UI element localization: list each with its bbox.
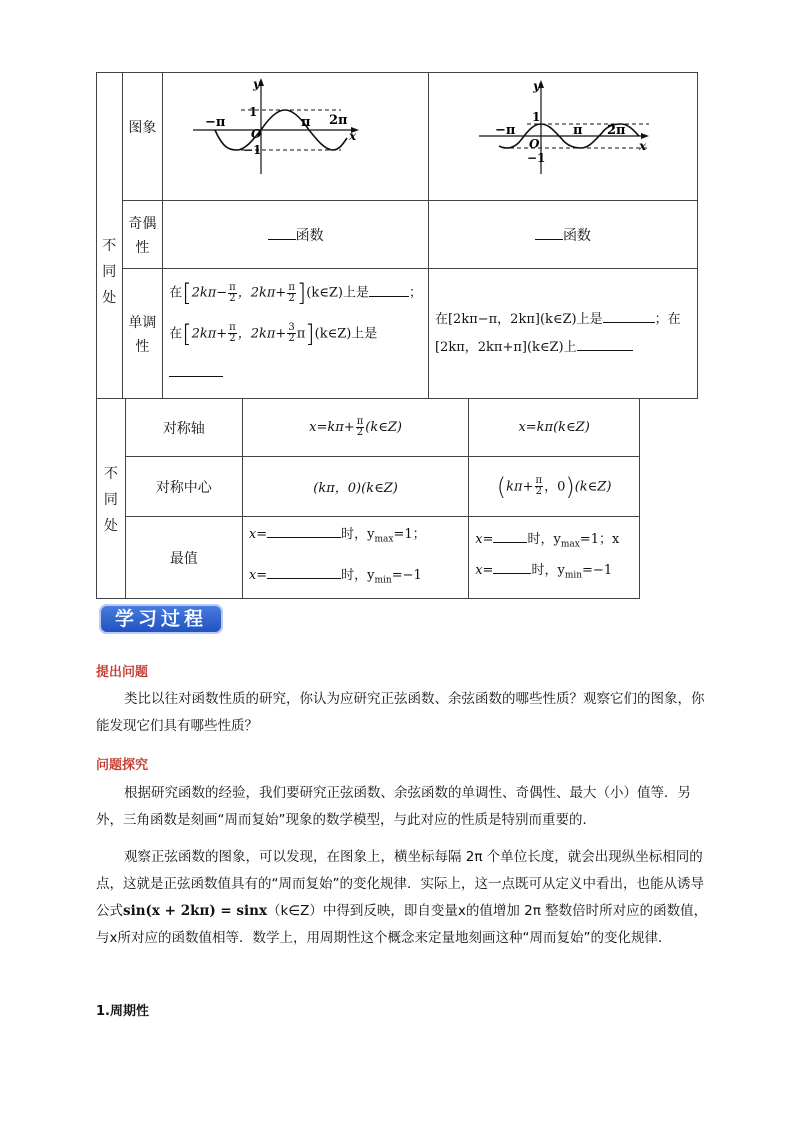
section-title-periodicity: 1.周期性 [96,1004,149,1019]
row-label-graph: 图象 [122,73,163,201]
sin-extreme-cell: x= 时，$y_{max}=1$； x= 时，$y_{min}=-1$ [242,517,468,599]
svg-text:x: x [638,138,647,153]
sin-monotonic-cell: 在[2kπ− $\frac{\pi}{2}$ ，2kπ+ $\frac{\pi}{2}$ ](k∈Z)上是 ； 在[2kπ+ $\frac{\pi}{2}$ ，2kπ+ $\frac{3}{2}$ π](k∈Z)上是 [163,269,429,399]
cosine-graph [429,74,697,200]
side-char: 同 [102,262,117,279]
section-title-raise-question: 提出问题 [96,665,149,680]
section-title-explore: 问题探究 [96,758,149,773]
properties-table-1 [96,72,698,399]
row-label-parity: 奇偶 性 [122,201,163,269]
row-label-extreme: 最值 [125,517,242,599]
cos-center-cell: (kπ+ $\frac{\pi}{2}$ ，0)(k∈Z) [469,457,640,517]
side-char: 处 [102,288,117,305]
svg-text:y: y [532,78,540,93]
side-char: 处 [103,516,118,533]
cos-axis-cell: x=kπ(k∈Z) [469,399,640,457]
cos-parity-cell: 函数 [428,201,697,269]
sin-center-cell: (kπ，0)(k∈Z) [242,457,468,517]
section-paragraph-1: 根据研究函数的经验，我们要研究正弦函数、余弦函数的单调性、奇偶性、最大（小）值等．另外，三角函数是刻画“周而复始”现象的数学模型，与此对应的性质是特别而重要的． [96,785,691,828]
row-label-center: 对称中心 [125,457,242,517]
svg-text:y: y [253,76,261,91]
properties-table-2 [96,398,640,599]
side-char: 不 [102,236,117,253]
svg-text:−π: −π [205,114,226,130]
cos-graph-cell [428,73,697,201]
svg-text:−1: −1 [243,142,262,157]
cos-extreme-cell: x= 时，$y_{max}=1$；x x= 时，$y_{min}=-1$ [469,517,640,599]
row-label-axis: 对称轴 [125,399,242,457]
svg-text:2π: 2π [606,122,626,138]
svg-text:1: 1 [531,109,541,124]
sine-graph [163,74,419,200]
side-char: 同 [103,490,118,507]
side-label-diff [97,73,123,399]
section-text-raise-question: 类比以往对函数性质的研究，你认为应研究正弦函数、余弦函数的哪些性质？观察它们的图象，你能发现它们具有哪些性质？ [96,691,705,734]
svg-text:1: 1 [249,104,258,119]
side-char: 不 [103,464,118,481]
sin-axis-cell: x=kπ+ $\frac{\pi}{2}$ (k∈Z) [242,399,468,457]
sin-graph-cell [163,73,429,201]
svg-text:−π: −π [494,122,516,138]
svg-text:O: O [528,136,540,151]
learning-process-banner: 学习过程 [99,604,223,634]
cos-monotonic-cell: 在[2kπ−π，2kπ](k∈Z)上是 ；在 [2kπ，2kπ+π](k∈Z)上 [428,269,697,399]
svg-text:O: O [251,126,262,141]
induction-formula: sin(x + 2kπ) = sinx [123,903,268,919]
sin-parity-cell: 函数 [163,201,429,269]
svg-text:π: π [301,114,311,130]
section-paragraph-2: 观察正弦函数的图象，可以发现，在图象上，横坐标每隔 2π 个单位长度，就会出现纵坐标相同的点，这就是正弦函数值具有的“周而复始”的变化规律．实际上，这一点既可从定义中看出，也能从诱导公式sin(x + 2kπ) = sinx（k∈Z）中得到反映，即自变量x的值增加 2π 整数倍时所对应的函数值，与x所对应的函数值相等．数学上，用周期性这个概念来定量地刻画这种“周而复始”的变化规律． [96,849,708,946]
svg-text:−1: −1 [526,150,546,165]
svg-text:2π: 2π [329,112,348,128]
svg-text:x: x [349,128,357,143]
side-label-diff-2 [97,399,126,599]
row-label-monotonic: 单调 性 [122,269,163,399]
svg-text:π: π [572,122,583,138]
